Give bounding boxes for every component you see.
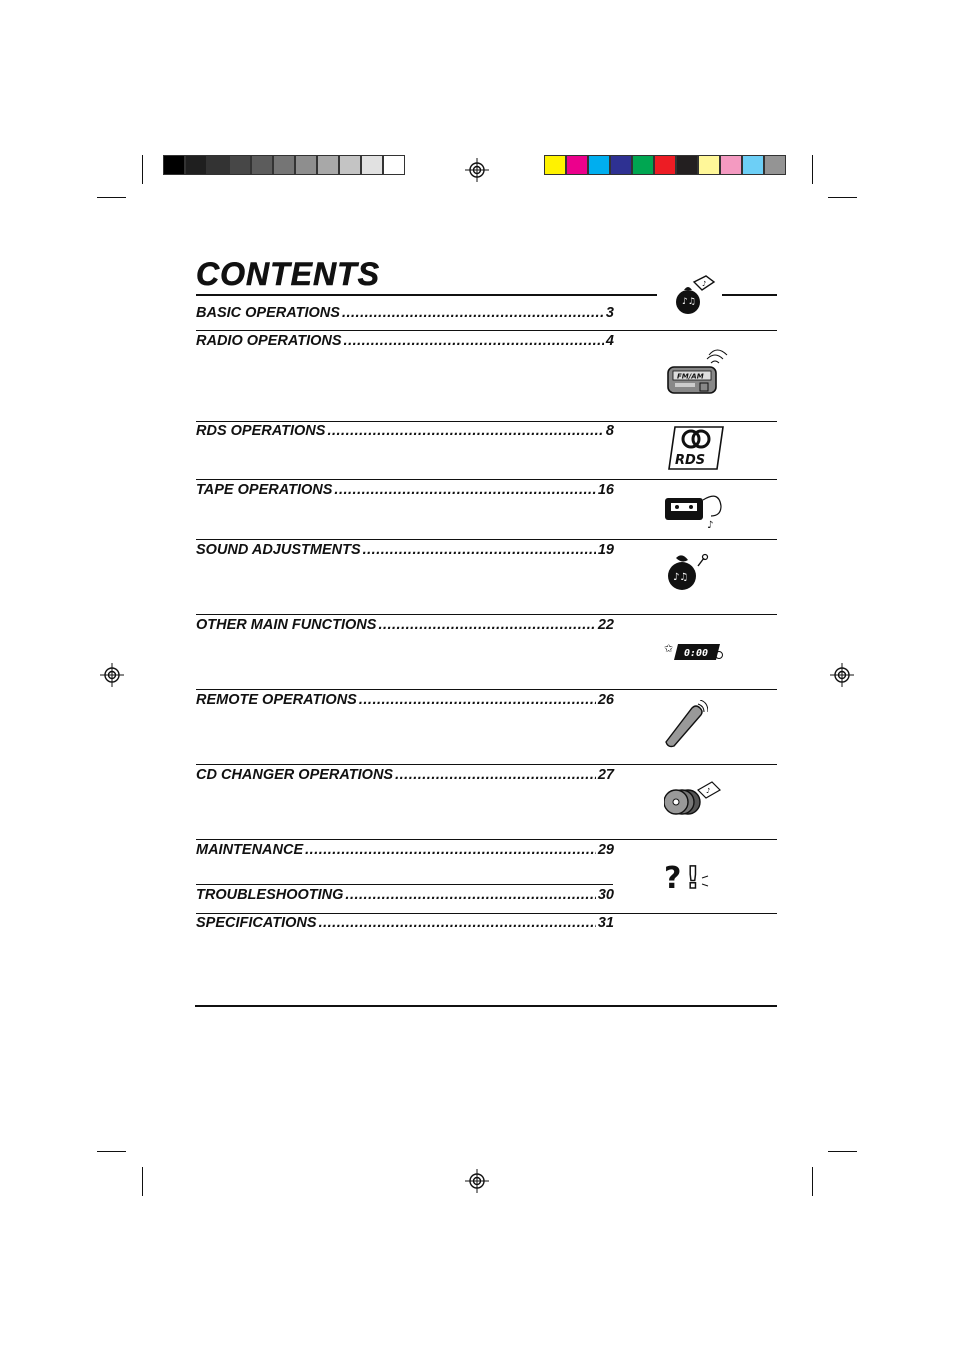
toc-page: 30 [597,887,614,903]
registration-mark-icon [465,1169,489,1193]
svg-text:♪♫: ♪♫ [673,572,689,583]
toc-page: 26 [597,692,614,708]
remote-control-icon [662,700,708,748]
title-underline-right [722,294,777,296]
toc-page: 3 [605,305,614,321]
toc-page: 16 [597,482,614,498]
toc-entry-troubleshooting[interactable] [196,887,614,903]
registration-mark-icon [465,158,489,182]
divider-short [196,884,613,885]
color-swatch [566,155,588,175]
toc-entry-cd-changer-operations[interactable] [196,767,614,783]
svg-text:0:00: 0:00 [684,648,709,659]
toc-entry-other-main-functions[interactable] [196,617,614,633]
color-swatch [163,155,185,175]
toc-entry-specifications[interactable] [196,915,614,931]
page-title: CONTENTS [196,256,380,292]
svg-text:RDS: RDS [675,453,706,468]
crop-mark [97,197,126,198]
crop-mark [812,155,813,184]
sound-bag-icon [664,550,710,594]
toc-label: SOUND ADJUSTMENTS [196,542,361,558]
divider [196,839,777,840]
crop-mark [828,1151,857,1152]
toc-label: RDS OPERATIONS [196,423,326,439]
grayscale-calibration-bar [163,155,405,175]
divider [196,764,777,765]
color-swatch [676,155,698,175]
color-swatch [764,155,786,175]
toc-page: 8 [605,423,614,439]
toc-label: RADIO OPERATIONS [196,333,342,349]
cd-changer-icon [664,780,722,820]
toc-page: 29 [597,842,614,858]
toc-label: CD CHANGER OPERATIONS [196,767,394,783]
radio-display-icon [665,345,729,397]
svg-text:♪: ♪ [702,280,707,288]
color-swatch [632,155,654,175]
toc-entry-rds-operations[interactable] [196,423,614,439]
title-underline [196,294,657,296]
color-swatch [339,155,361,175]
color-swatch [588,155,610,175]
divider [196,330,777,331]
toc-label: BASIC OPERATIONS [196,305,340,321]
svg-text:♪: ♪ [706,787,711,795]
toc-entry-tape-operations[interactable] [196,482,614,498]
color-swatch [229,155,251,175]
color-swatch [207,155,229,175]
divider [196,689,777,690]
color-swatch [317,155,339,175]
registration-mark-icon [100,663,124,687]
color-swatch [742,155,764,175]
divider [196,479,777,480]
registration-mark-icon [830,663,854,687]
crop-mark [142,155,143,184]
toc-page: 4 [605,333,614,349]
svg-text:♪: ♪ [707,520,714,531]
divider [196,539,777,540]
svg-text:♪♫: ♪♫ [682,297,696,307]
toc-label: TROUBLESHOOTING [196,887,344,903]
color-swatch [361,155,383,175]
crop-mark [97,1151,126,1152]
cassette-icon [663,486,725,532]
toc-page: 22 [597,617,614,633]
toc-entry-maintenance[interactable] [196,842,614,858]
color-calibration-bar [544,155,786,175]
toc-page: 27 [597,767,614,783]
toc-label: REMOTE OPERATIONS [196,692,357,708]
toc-label: MAINTENANCE [196,842,304,858]
divider [196,913,777,914]
svg-text:FM/AM: FM/AM [677,372,704,381]
color-swatch [185,155,207,175]
music-bag-icon [668,274,720,318]
svg-text:!: ! [686,861,700,894]
toc-label: SPECIFICATIONS [196,915,317,931]
question-exclamation-icon [664,858,712,894]
clock-display-icon [664,640,726,664]
toc-entry-sound-adjustments[interactable] [196,542,614,558]
color-swatch [610,155,632,175]
color-swatch [720,155,742,175]
toc-page: 19 [597,542,614,558]
svg-text:✩: ✩ [664,642,674,655]
crop-mark [142,1167,143,1196]
color-swatch [251,155,273,175]
rds-logo-icon [667,425,725,471]
color-swatch [295,155,317,175]
crop-mark [812,1167,813,1196]
color-swatch [273,155,295,175]
toc-entry-radio-operations[interactable] [196,333,614,349]
color-swatch [654,155,676,175]
color-swatch [698,155,720,175]
bottom-rule [195,1005,777,1007]
toc-label: OTHER MAIN FUNCTIONS [196,617,377,633]
divider [196,421,777,422]
crop-mark [828,197,857,198]
color-swatch [544,155,566,175]
svg-text:?: ? [664,861,682,894]
toc-entry-remote-operations[interactable] [196,692,614,708]
toc-entry-basic-operations[interactable] [196,305,614,321]
divider [196,614,777,615]
color-swatch [383,155,405,175]
toc-page: 31 [597,915,614,931]
toc-label: TAPE OPERATIONS [196,482,333,498]
